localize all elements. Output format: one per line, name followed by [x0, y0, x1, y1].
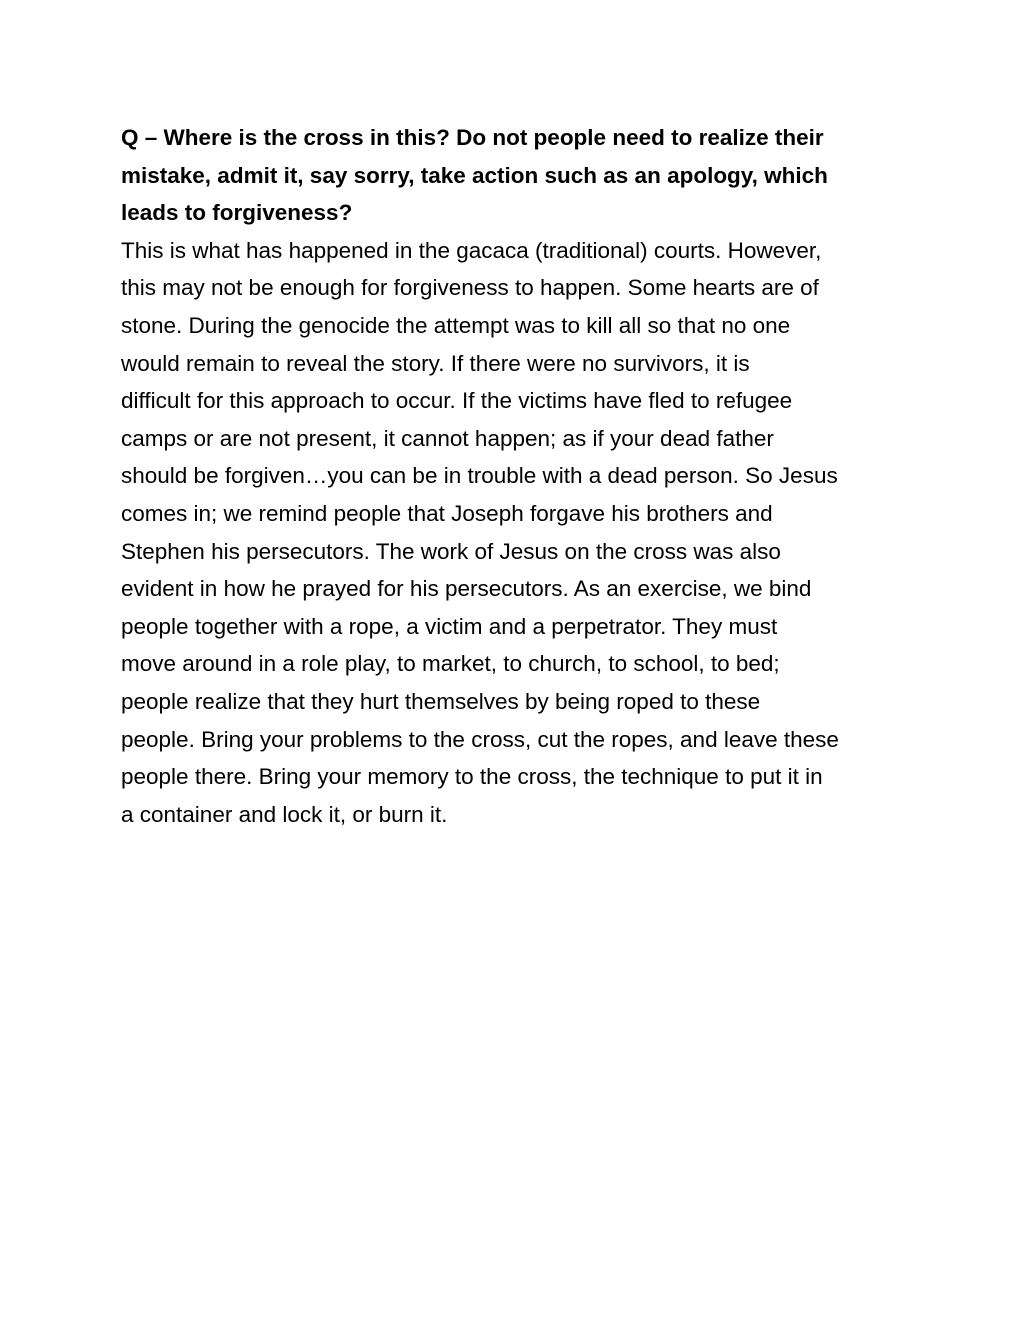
answer-line: Stephen his persecutors. The work of Jesus on the cross was also [121, 538, 781, 564]
answer-line: camps or are not present, it cannot happen; as if your dead father [121, 425, 774, 451]
answer-line: comes in; we remind people that Joseph forgave his brothers and [121, 500, 773, 526]
answer-line: difficult for this approach to occur. If the victims have fled to refugee [121, 388, 793, 414]
answer-paragraph [121, 232, 911, 834]
answer-line: This is what has happened in the gacaca (traditional) courts. However, [121, 237, 822, 263]
answer-line: a container and lock it, or burn it. [121, 801, 448, 827]
answer-line: this may not be enough for forgiveness to happen. Some hearts are of [121, 275, 819, 301]
answer-line: evident in how he prayed for his persecutors. As an exercise, we bind [121, 576, 812, 602]
question-line: Q – Where is the cross in this? Do not people need to realize their [121, 125, 824, 150]
answer-line: people together with a rope, a victim and a perpetrator. They must [121, 613, 778, 639]
answer-line: stone. During the genocide the attempt was to kill all so that no one [121, 312, 791, 338]
answer-line: people. Bring your problems to the cross, cut the ropes, and leave these [121, 726, 839, 752]
question-line: mistake, admit it, say sorry, take action such as an apology, which [121, 162, 828, 188]
document-body [121, 119, 911, 833]
answer-line: should be forgiven…you can be in trouble with a dead person. So Jesus [121, 463, 838, 489]
answer-line: people there. Bring your memory to the cross, the technique to put it in [121, 764, 823, 790]
answer-line: would remain to reveal the story. If there were no survivors, it is [121, 350, 750, 376]
answer-line: people realize that they hurt themselves by being roped to these [121, 688, 761, 714]
answer-line: move around in a role play, to market, to church, to school, to bed; [121, 651, 780, 677]
question-paragraph [121, 119, 911, 232]
question-line: leads to forgiveness? [121, 200, 353, 226]
